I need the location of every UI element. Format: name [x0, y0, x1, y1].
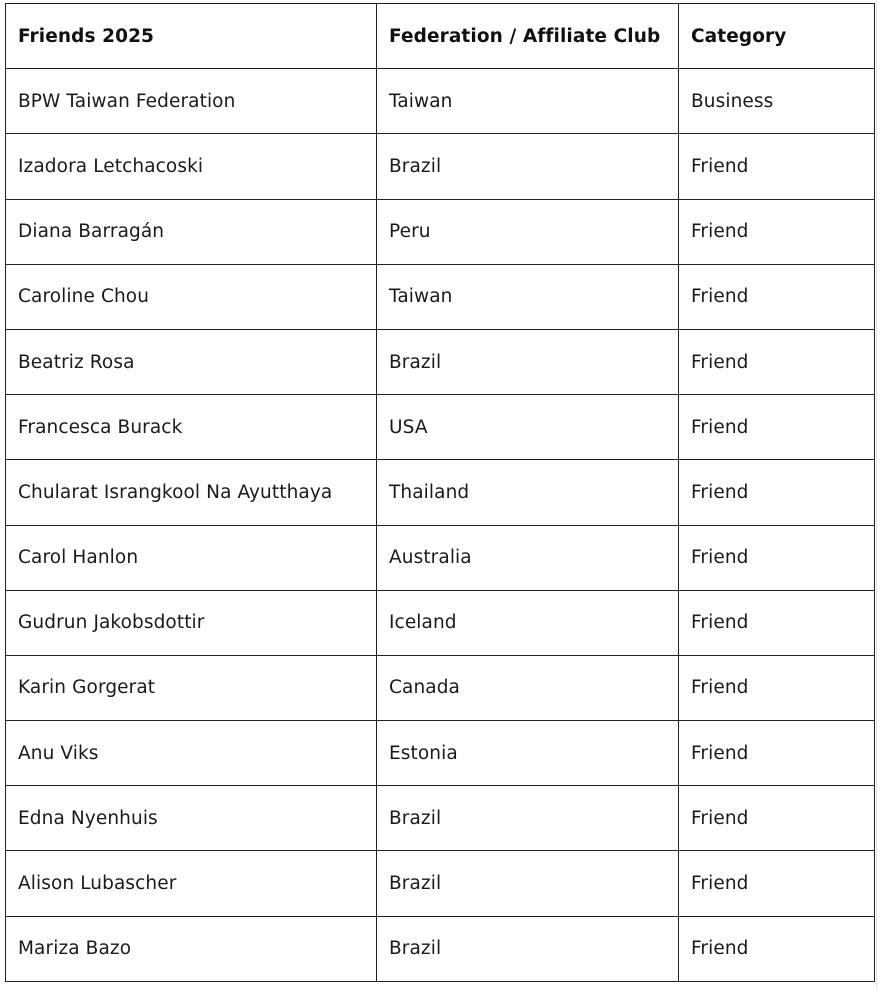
cell-category: Friend	[679, 525, 875, 590]
cell-category: Business	[679, 69, 875, 134]
cell-category: Friend	[679, 851, 875, 916]
cell-category: Friend	[679, 721, 875, 786]
cell-name: Chularat Israngkool Na Ayutthaya	[6, 460, 377, 525]
friends-table	[5, 3, 875, 982]
cell-federation: USA	[377, 395, 679, 460]
cell-federation: Brazil	[377, 329, 679, 394]
cell-federation: Taiwan	[377, 69, 679, 134]
cell-federation: Iceland	[377, 590, 679, 655]
table-row	[6, 851, 875, 916]
cell-name: Caroline Chou	[6, 264, 377, 329]
sheet-edge-line	[876, 0, 877, 989]
cell-federation: Canada	[377, 655, 679, 720]
table-row	[6, 590, 875, 655]
cell-category: Friend	[679, 395, 875, 460]
cell-name: Diana Barragán	[6, 199, 377, 264]
table-row	[6, 655, 875, 720]
cell-federation: Brazil	[377, 916, 679, 981]
cell-category: Friend	[679, 590, 875, 655]
cell-name: BPW Taiwan Federation	[6, 69, 377, 134]
cell-federation: Peru	[377, 199, 679, 264]
header-friends: Friends 2025	[6, 4, 377, 69]
cell-name: Karin Gorgerat	[6, 655, 377, 720]
cell-name: Izadora Letchacoski	[6, 134, 377, 199]
cell-federation: Thailand	[377, 460, 679, 525]
cell-category: Friend	[679, 329, 875, 394]
cell-category: Friend	[679, 655, 875, 720]
cell-category: Friend	[679, 460, 875, 525]
table-row	[6, 460, 875, 525]
cell-name: Mariza Bazo	[6, 916, 377, 981]
cell-federation: Estonia	[377, 721, 679, 786]
table-body	[6, 69, 875, 982]
cell-name: Gudrun Jakobsdottir	[6, 590, 377, 655]
table-row	[6, 721, 875, 786]
header-category: Category	[679, 4, 875, 69]
table-row	[6, 395, 875, 460]
header-federation: Federation / Affiliate Club	[377, 4, 679, 69]
cell-category: Friend	[679, 916, 875, 981]
table-row	[6, 264, 875, 329]
cell-federation: Brazil	[377, 786, 679, 851]
table-row	[6, 916, 875, 981]
cell-category: Friend	[679, 134, 875, 199]
table-row	[6, 134, 875, 199]
cell-category: Friend	[679, 199, 875, 264]
cell-name: Beatriz Rosa	[6, 329, 377, 394]
table-row	[6, 525, 875, 590]
header-row	[6, 4, 875, 69]
table-row	[6, 199, 875, 264]
cell-name: Anu Viks	[6, 721, 377, 786]
table-row	[6, 69, 875, 134]
cell-name: Edna Nyenhuis	[6, 786, 377, 851]
table-header	[6, 4, 875, 69]
table-row	[6, 786, 875, 851]
cell-federation: Brazil	[377, 134, 679, 199]
table-row	[6, 329, 875, 394]
cell-name: Alison Lubascher	[6, 851, 377, 916]
cell-federation: Australia	[377, 525, 679, 590]
cell-category: Friend	[679, 264, 875, 329]
cell-category: Friend	[679, 786, 875, 851]
cell-name: Francesca Burack	[6, 395, 377, 460]
cell-federation: Taiwan	[377, 264, 679, 329]
cell-federation: Brazil	[377, 851, 679, 916]
cell-name: Carol Hanlon	[6, 525, 377, 590]
